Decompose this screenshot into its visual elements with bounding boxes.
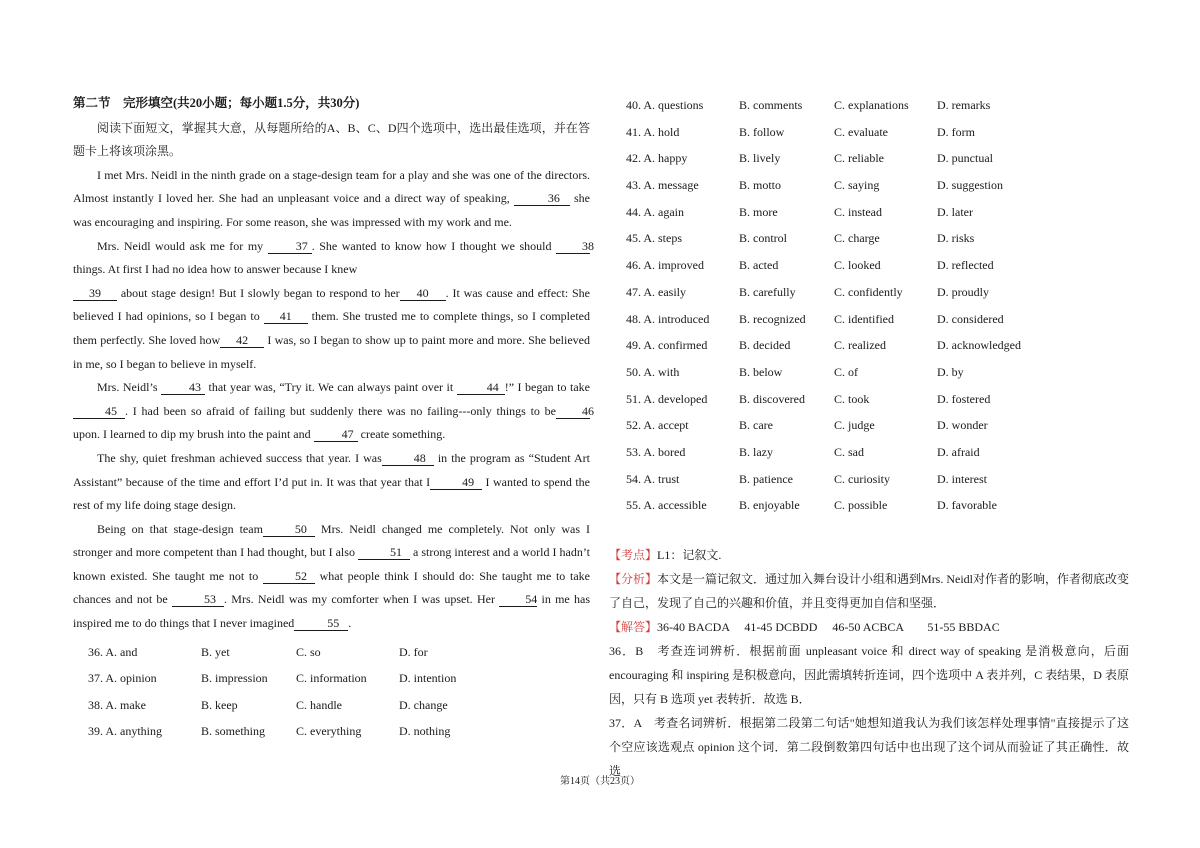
- option-a[interactable]: 55. A. accessible: [626, 498, 707, 513]
- blank-41[interactable]: 41: [264, 309, 308, 324]
- option-c[interactable]: C. so: [296, 644, 321, 659]
- option-c[interactable]: C. evaluate: [834, 124, 888, 139]
- option-a[interactable]: 37. A. opinion: [88, 671, 157, 686]
- option-d[interactable]: D. acknowledged: [937, 338, 1021, 353]
- option-a[interactable]: 50. A. with: [626, 364, 680, 379]
- explanation-37: 37．A 考查名词辨析．根据第二段第二句话"她想知道我认为我们该怎样处理事情"直接提示了这个空应该选观点 opinion 这个词．第二段倒数第四句话中也出现了这个词从而验证了其正确性．故选: [609, 716, 1129, 778]
- option-d[interactable]: D. punctual: [937, 151, 993, 166]
- blank-53[interactable]: 53: [172, 592, 224, 607]
- blank-47[interactable]: 47: [314, 427, 358, 442]
- option-d[interactable]: D. for: [399, 644, 428, 659]
- page-footer: 第14页（共23页）: [560, 776, 640, 787]
- option-b[interactable]: B. below: [739, 364, 783, 379]
- option-c[interactable]: C. handle: [296, 697, 342, 712]
- option-c[interactable]: C. possible: [834, 498, 888, 513]
- option-row: [609, 145, 1129, 172]
- option-b[interactable]: B. follow: [739, 124, 785, 139]
- option-b[interactable]: B. decided: [739, 338, 791, 353]
- option-b[interactable]: B. motto: [739, 178, 782, 193]
- option-d[interactable]: D. risks: [937, 231, 975, 246]
- option-b[interactable]: B. patience: [739, 471, 793, 486]
- option-d[interactable]: D. by: [937, 364, 964, 379]
- option-b[interactable]: B. yet: [201, 644, 230, 659]
- blank-52[interactable]: 52: [263, 569, 315, 584]
- section-heading: 第二节 完形填空(共20小题；每小题1.5分，共30分): [73, 96, 360, 110]
- option-a[interactable]: 45. A. steps: [626, 231, 683, 246]
- option-b[interactable]: B. keep: [201, 697, 238, 712]
- option-d[interactable]: D. favorable: [937, 498, 997, 513]
- left-column: [73, 92, 594, 745]
- passage-paragraph-6: Being on that stage-design team 50 Mrs. Neidl changed me completely. Not only was I stronger and more competent than I had thought, but I also 51 a strong interest and a world I hadn’t known existed. She taught me not to 52 what people think I should do: She taught me to take chances and not be 53 . Mrs. Neidl was my comforter when I was upset. Her 54 in me has inspired me to do things that I never imagined 55 .: [73, 521, 591, 631]
- option-d[interactable]: D. form: [937, 124, 975, 139]
- option-row: [609, 306, 1129, 333]
- blank-55[interactable]: 55: [294, 616, 348, 631]
- option-b[interactable]: B. carefully: [739, 284, 796, 299]
- jieda-tag: 【解答】: [609, 620, 658, 634]
- passage-paragraph-4: Mrs. Neidl’s 43 that year was, “Try it. We can always paint over it 44 !” I began to take45 . I had been so afraid of failing but suddenly there was no failing---only things to be 46 upon. I learned to dip my brush into the paint and 47 create something.: [73, 380, 594, 442]
- blank-44[interactable]: 44: [457, 380, 505, 395]
- option-c[interactable]: C. explanations: [834, 98, 909, 112]
- options-left: [73, 639, 590, 745]
- option-a[interactable]: 44. A. again: [626, 204, 684, 219]
- passage-paragraph-1: I met Mrs. Neidl in the ninth grade on a stage-design team for a play and she was one of the directors. Almost instantly I loved her. She had an unpleasant voice and a direct way of speaking, 36 she was encouraging and inspiring. For some reason, she was impressed with my work and me.: [73, 167, 590, 229]
- option-c[interactable]: C. looked: [834, 258, 881, 273]
- option-row: [609, 252, 1129, 279]
- fenxi-line: 【分析】本文是一篇记叙文．通过加入舞台设计小组和遇到Mrs. Neidl对作者的影响，作者彻底改变了自己，发现了自己的兴趣和价值，并且变得更加自信和坚强．: [609, 572, 1130, 610]
- option-row: [609, 172, 1129, 199]
- option-c[interactable]: C. instead: [834, 204, 882, 219]
- blank-38[interactable]: 38: [556, 239, 590, 254]
- option-d[interactable]: D. reflected: [937, 258, 994, 273]
- option-b[interactable]: B. more: [739, 204, 778, 219]
- option-d[interactable]: D. fostered: [937, 391, 991, 406]
- option-d[interactable]: D. suggestion: [937, 178, 1003, 193]
- option-a[interactable]: 36. A. and: [88, 644, 138, 659]
- option-a[interactable]: 49. A. confirmed: [626, 338, 708, 353]
- option-a[interactable]: 47. A. easily: [626, 284, 686, 299]
- option-b[interactable]: B. enjoyable: [739, 498, 800, 513]
- option-c[interactable]: C. identified: [834, 311, 894, 326]
- option-b[interactable]: B. impression: [201, 671, 268, 686]
- option-c[interactable]: C. realized: [834, 338, 886, 353]
- option-d[interactable]: D. change: [399, 697, 448, 712]
- explanation-36: 36．B 考查连词辨析．根据前面 unpleasant voice 和 direct way of speaking 是消极意向，后面 encouraging 和 inspiring 是积极意向，因此需填转折连词，四个选项中 A 表并列，C 表结果，D 表原因，只有 B 选项 yet 表转折．故选 B．: [609, 644, 1129, 706]
- fenxi-tag: 【分析】: [609, 572, 658, 586]
- option-c[interactable]: C. saying: [834, 178, 880, 193]
- option-a[interactable]: 53. A. bored: [626, 444, 686, 459]
- option-a[interactable]: 52. A. accept: [626, 418, 689, 433]
- option-a[interactable]: 51. A. developed: [626, 391, 708, 406]
- option-row: [609, 119, 1129, 146]
- blank-43[interactable]: 43: [161, 380, 205, 395]
- option-b[interactable]: B. discovered: [739, 391, 805, 406]
- option-d[interactable]: D. afraid: [937, 444, 980, 459]
- blank-51[interactable]: 51: [358, 545, 410, 560]
- blank-37[interactable]: 37: [268, 239, 312, 254]
- option-d[interactable]: D. interest: [937, 471, 987, 486]
- option-d[interactable]: D. intention: [399, 671, 457, 686]
- option-c[interactable]: C. information: [296, 671, 367, 686]
- option-d[interactable]: D. wonder: [937, 418, 988, 433]
- kaodian-tag: 【考点】: [609, 548, 658, 562]
- option-c[interactable]: C. sad: [834, 444, 864, 459]
- option-row: [609, 225, 1129, 252]
- blank-39[interactable]: 39: [73, 286, 117, 301]
- option-row: [73, 665, 590, 692]
- option-c[interactable]: C. reliable: [834, 151, 884, 166]
- blank-50[interactable]: 50: [263, 522, 315, 537]
- jieda-line: 【解答】36-40 BACDA 41-45 DCBDD 46-50 ACBCA 51-55 BBDAC: [609, 620, 1000, 634]
- options-right: [609, 92, 1129, 519]
- option-b[interactable]: B. recognized: [739, 311, 806, 326]
- option-a[interactable]: 48. A. introduced: [626, 311, 710, 326]
- option-c[interactable]: C. took: [834, 391, 870, 406]
- option-c[interactable]: C. curiosity: [834, 471, 890, 486]
- option-row: [609, 439, 1129, 466]
- option-row: [609, 199, 1129, 226]
- option-d[interactable]: D. proudly: [937, 284, 989, 299]
- option-c[interactable]: C. judge: [834, 418, 875, 433]
- option-row: [73, 639, 590, 666]
- option-b[interactable]: B. care: [739, 418, 773, 433]
- option-row: [609, 359, 1129, 386]
- blank-45[interactable]: 45: [73, 404, 125, 419]
- option-a[interactable]: 42. A. happy: [626, 151, 688, 166]
- option-a[interactable]: 40. A. questions: [626, 98, 704, 112]
- option-b[interactable]: B. lazy: [739, 444, 773, 459]
- kaodian-line: 【考点】L1：记叙文.: [609, 548, 722, 562]
- option-row: [609, 332, 1129, 359]
- option-b[interactable]: B. control: [739, 231, 787, 246]
- option-c[interactable]: C. confidently: [834, 284, 903, 299]
- passage-paragraph-2: Mrs. Neidl would ask me for my 37 . She wanted to know how I thought we should 38 things. At first I had no idea how to answer because I knew: [73, 238, 594, 277]
- option-a[interactable]: 41. A. hold: [626, 124, 680, 139]
- answer-analysis: [609, 543, 1129, 783]
- blank-42[interactable]: 42: [220, 333, 264, 348]
- option-b[interactable]: B. comments: [739, 98, 803, 112]
- option-row: [609, 386, 1129, 413]
- option-row: [609, 412, 1129, 439]
- option-b[interactable]: B. acted: [739, 258, 779, 273]
- option-row: [609, 279, 1129, 306]
- option-row: [609, 466, 1129, 493]
- option-row: [609, 92, 1129, 119]
- option-a[interactable]: 46. A. improved: [626, 258, 704, 273]
- option-c[interactable]: C. of: [834, 364, 858, 379]
- option-a[interactable]: 43. A. message: [626, 178, 699, 193]
- option-row: [73, 692, 590, 719]
- passage-paragraph-3: 39 about stage design! But I slowly began to respond to her 40 . It was cause and effect: She believed I had opinions, so I began to 41 them. She trusted me to complete things, so I completed them perfectly. She loved how 42 I was, so I began to show up to paint more and more. She believed in me, so I began to believe in myself.: [73, 285, 590, 371]
- option-d[interactable]: D. considered: [937, 311, 1004, 326]
- option-row: [609, 492, 1129, 519]
- option-d[interactable]: D. later: [937, 204, 973, 219]
- blank-48[interactable]: 48: [382, 451, 434, 466]
- right-column: [609, 92, 1129, 783]
- passage-paragraph-5: The shy, quiet freshman achieved success that year. I was 48 in the program as “Student Art Assistant” because of the time and effort I’d put in. It was that year that I 49 I wanted to spend the rest of my life doing stage design.: [73, 450, 590, 513]
- option-a[interactable]: 54. A. trust: [626, 471, 680, 486]
- option-row: [73, 718, 590, 745]
- blank-40[interactable]: 40: [400, 286, 446, 301]
- instructions: 阅读下面短文，掌握其大意，从每题所给的A、B、C、D四个选项中，选出最佳选项，并在答题卡上将该项涂黑。: [73, 120, 590, 159]
- option-d[interactable]: D. remarks: [937, 98, 991, 112]
- option-a[interactable]: 39. A. anything: [88, 724, 162, 739]
- option-d[interactable]: D. nothing: [399, 724, 451, 739]
- blank-36[interactable]: 36: [514, 191, 570, 206]
- option-b[interactable]: B. something: [201, 724, 266, 739]
- blank-49[interactable]: 49: [430, 475, 482, 490]
- option-c[interactable]: C. charge: [834, 231, 880, 246]
- option-c[interactable]: C. everything: [296, 724, 362, 739]
- blank-54[interactable]: 54: [499, 592, 537, 607]
- option-b[interactable]: B. lively: [739, 151, 781, 166]
- blank-46[interactable]: 46: [556, 404, 590, 419]
- option-a[interactable]: 38. A. make: [88, 697, 146, 712]
